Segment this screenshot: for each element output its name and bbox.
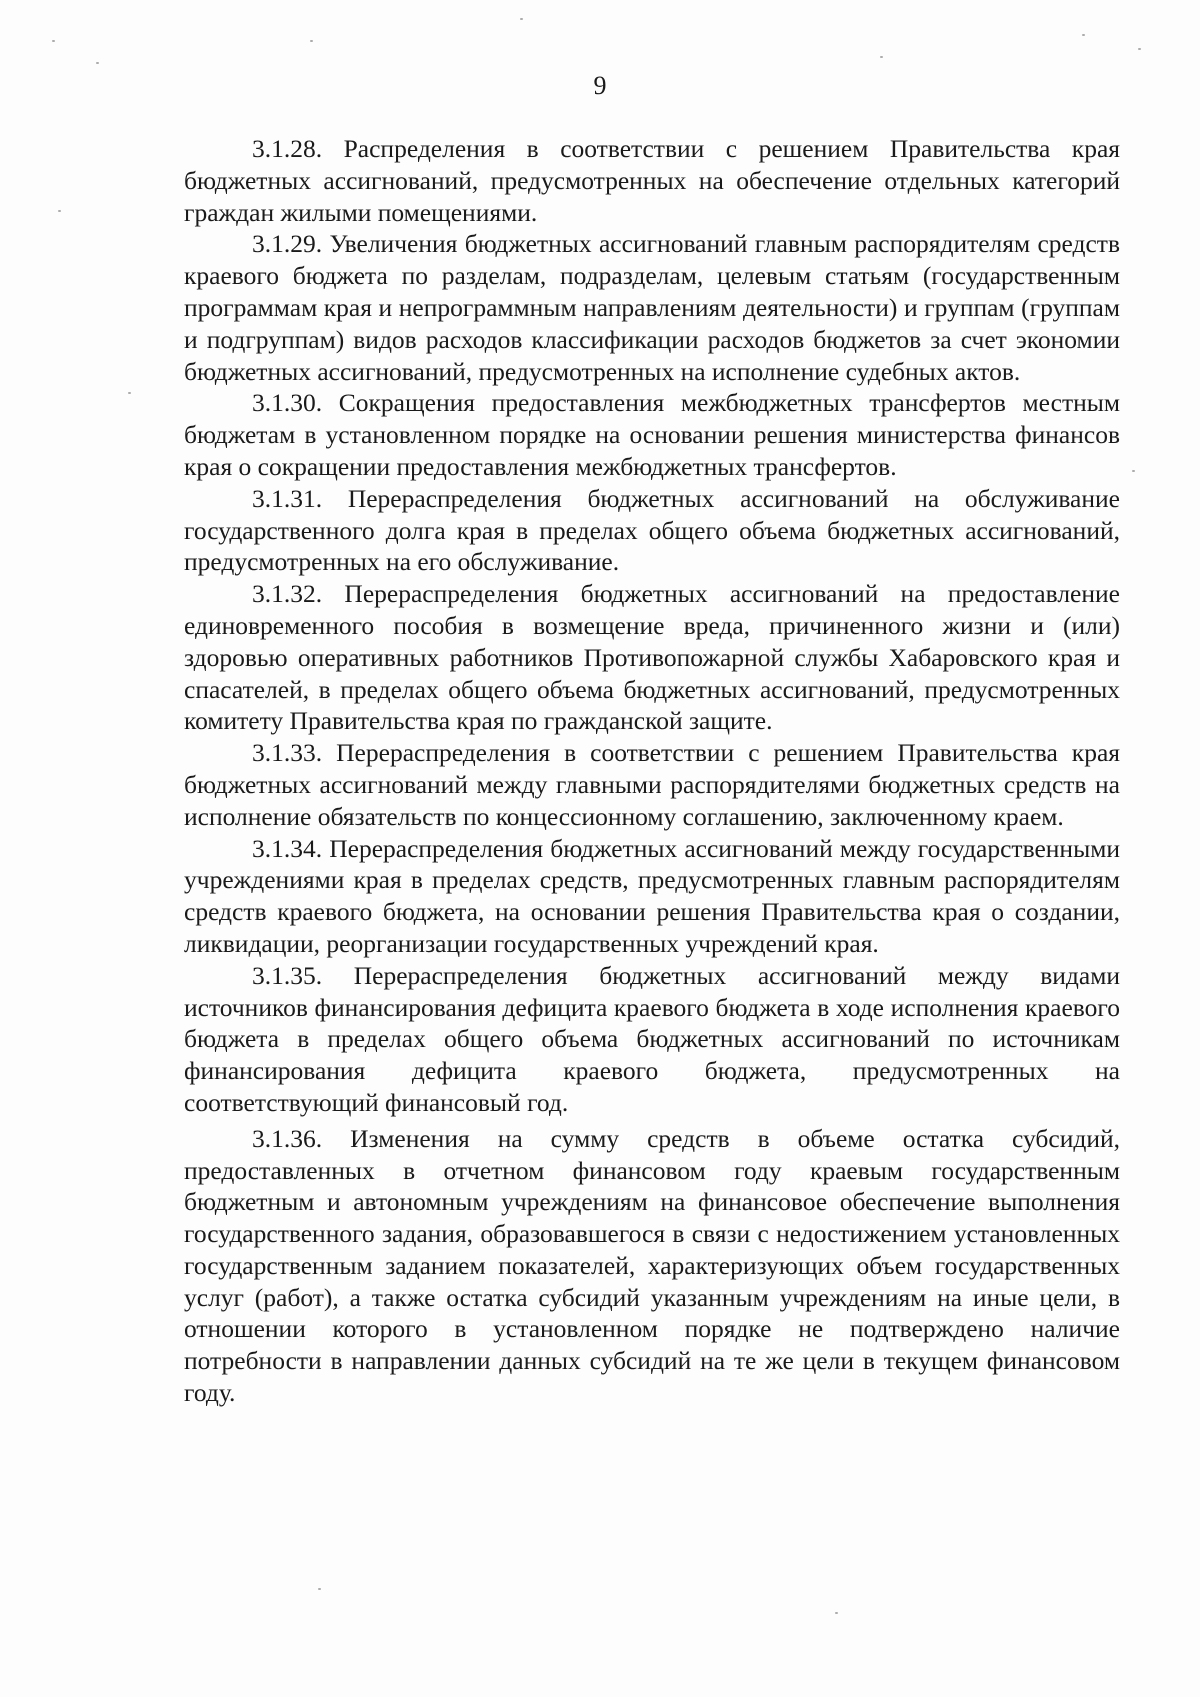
scan-speck [310, 40, 313, 42]
paragraph-3-1-29: 3.1.29. Увеличения бюджетных ассигнований главным распорядителям средств краевого бюджета по разделам, подразделам, целевым статьям (государственным программам края и непрограммным направлениям деятельности) и группам (группам и подгруппам) видов расходов классификации расходов бюджетов за счет экономии бюджетных ассигнований, предусмотренных на исполнение судебных актов. [184, 229, 1120, 386]
page-number: 9 [593, 71, 607, 100]
scan-speck [128, 392, 131, 394]
scan-speck [318, 1588, 321, 1590]
paragraph-3-1-34: 3.1.34. Перераспределения бюджетных ассигнований между государственными учреждениями края в пределах средств, предусмотренных главным распорядителям средств краевого бюджета, на основании решения Правительства края о создании, ликвидации, реорганизации государственных учреждений края. [184, 833, 1120, 958]
paragraph-3-1-36: 3.1.36. Изменения на сумму средств в объеме остатка субсидий, предоставленных в отчетном финансовом году краевым государственным бюджетным и автономным учреждениям на финансовое обеспечение выполнения государственного задания, образовавшегося в связи с недостижением установленных государственным заданием показателей, характеризующих объем государственных услуг (работ), а также остатка субсидий указанным учреждениям на иные цели, в отношении которого в установленном порядке не подтверждено наличие потребности в направлении данных субсидий на те же цели в текущем финансовом году. [184, 1123, 1120, 1408]
scan-speck [58, 210, 61, 212]
scan-speck [1082, 34, 1085, 36]
paragraph-3-1-28: 3.1.28. Распределения в соответствии с решением Правительства края бюджетных ассигнований, предусмотренных на обеспечение отдельных категорий граждан жилыми помещениями. [184, 134, 1120, 227]
paragraph-3-1-33: 3.1.33. Перераспределения в соответствии с решением Правительства края бюджетных ассигнований между главными распорядителями бюджетных средств на исполнение обязательств по концессионному соглашению, заключенному краем. [184, 738, 1120, 831]
scan-speck [835, 1612, 838, 1614]
scan-speck [520, 18, 523, 20]
scan-speck [96, 62, 99, 64]
paragraph-3-1-30: 3.1.30. Сокращения предоставления межбюджетных трансфертов местным бюджетам в установленном порядке на основании решения министерства финансов края о сокращении предоставления межбюджетных трансфертов. [184, 388, 1120, 481]
paragraph-3-1-32: 3.1.32. Перераспределения бюджетных ассигнований на предоставление единовременного пособия в возмещение вреда, причиненного жизни и (или) здоровью оперативных работников Противопожарной службы Хабаровского края и спасателей, в пределах общего объема бюджетных ассигнований, предусмотренных комитету Правительства края по гражданской защите. [184, 579, 1120, 736]
scan-speck [1138, 48, 1141, 50]
document-body [184, 133, 1120, 1409]
paragraph-3-1-35: 3.1.35. Перераспределения бюджетных ассигнований между видами источников финансирования дефицита краевого бюджета в ходе исполнения краевого бюджета в пределах общего объема бюджетных ассигнований по источникам финансирования дефицита краевого бюджета, предусмотренных на соответствующий финансовый год. [184, 960, 1120, 1117]
scan-speck [1132, 470, 1135, 472]
paragraph-3-1-31: 3.1.31. Перераспределения бюджетных ассигнований на обслуживание государственного долга края в пределах общего объема бюджетных ассигнований, предусмотренных на его обслуживание. [184, 483, 1120, 577]
scan-speck [52, 40, 55, 42]
scan-speck [880, 56, 883, 58]
